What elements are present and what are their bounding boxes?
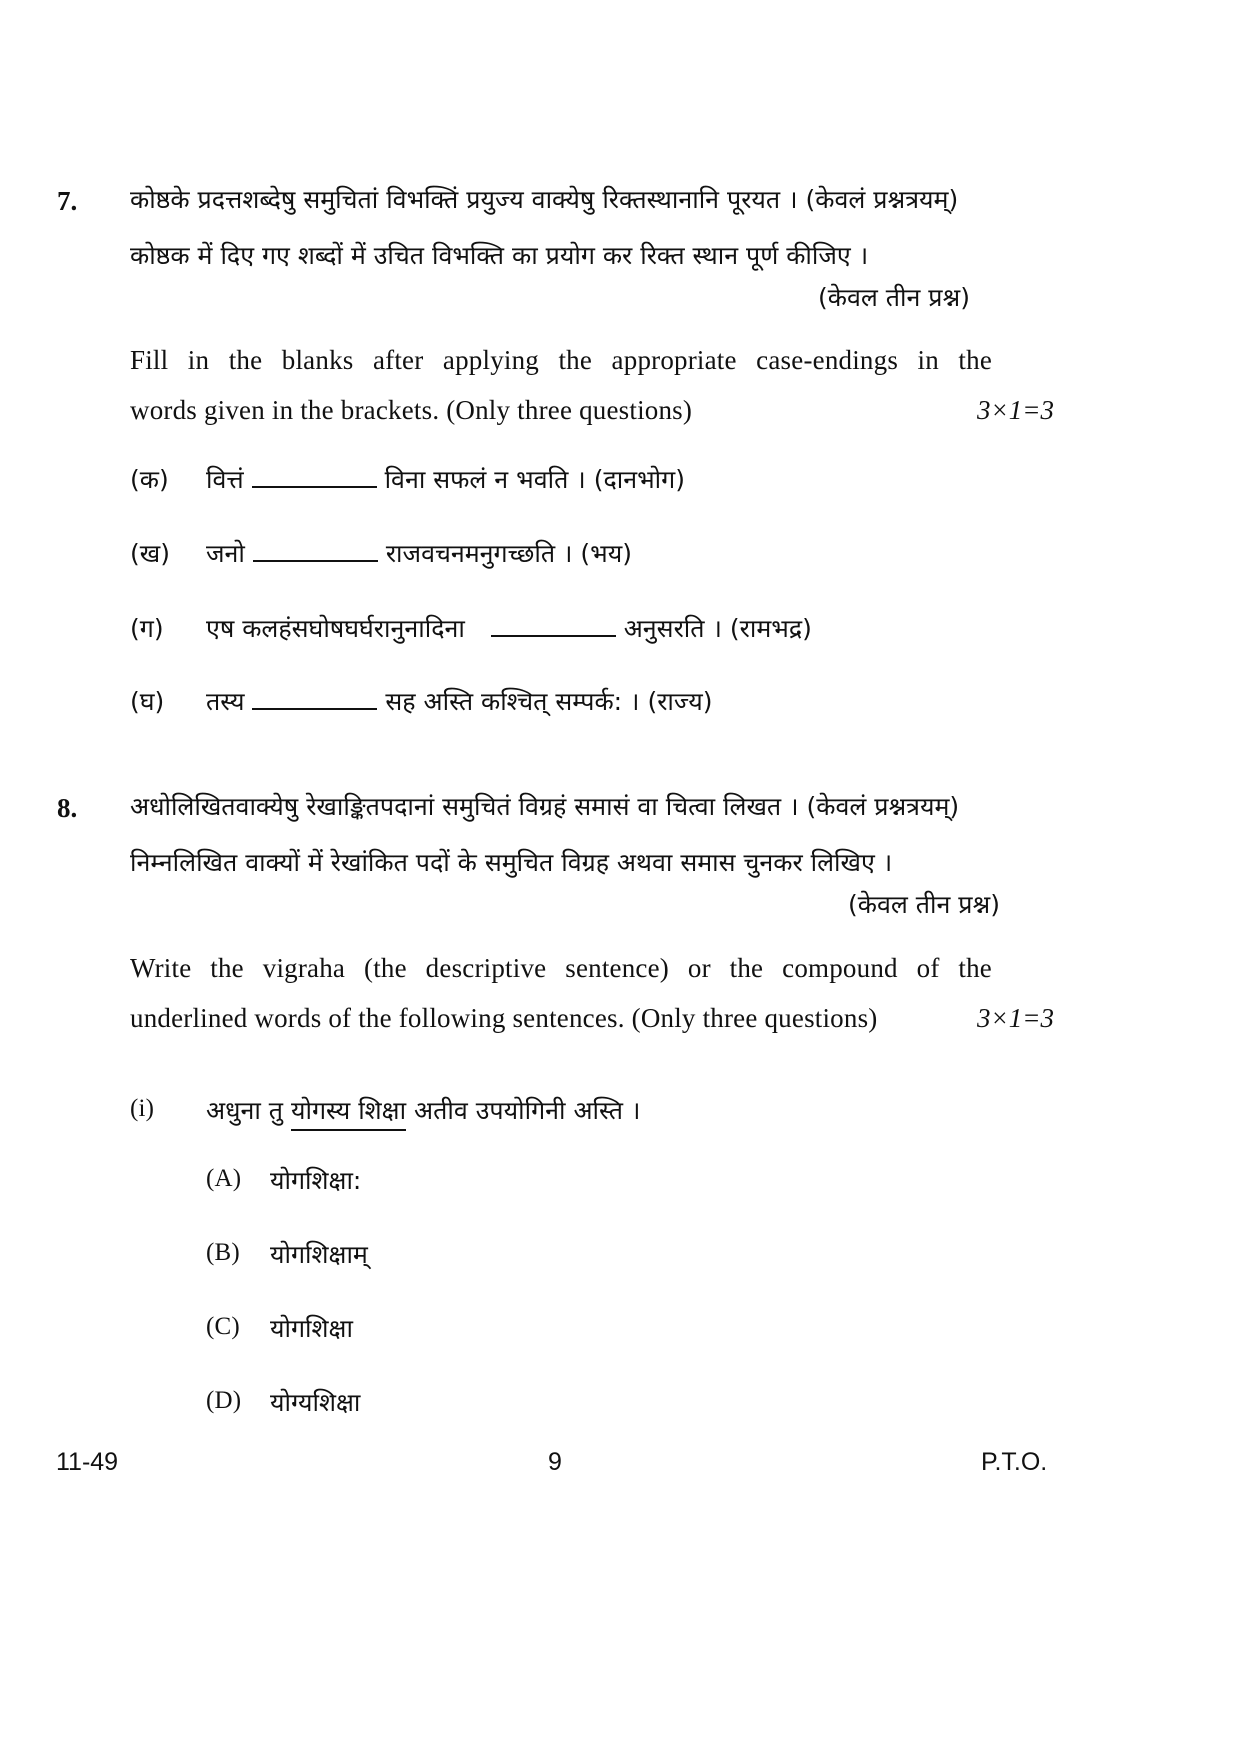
page-number: 9 <box>548 1448 562 1476</box>
q7-item-label: (क) <box>130 465 169 494</box>
q7-item <box>206 462 685 496</box>
q8-english-line2: underlined words of the following sentences. (Only three questions) <box>130 1003 878 1033</box>
option-d-label[interactable]: (D) <box>206 1387 242 1414</box>
q7-item <box>206 536 632 570</box>
q8-marks: 3×1=3 <box>977 1003 1054 1033</box>
pto-label: P.T.O. <box>981 1448 1048 1476</box>
q7-hindi-instruction: कोष्ठक में दिए गए शब्दों में उचित विभक्ति का प्रयोग कर रिक्त स्थान पूर्ण कीजिए । <box>130 241 869 270</box>
q7-english-line1: Fill in the blanks after applying the appropriate case-endings in the <box>130 345 992 375</box>
q8-subq-text-after: अतीव उपयोगिनी अस्ति । <box>414 1096 641 1125</box>
q8-subq-text-before: अधुना तु <box>206 1096 284 1125</box>
answer-blank[interactable] <box>253 538 378 562</box>
q8-subq-sentence <box>206 1093 640 1127</box>
option-c-text[interactable]: योगशिक्षा <box>270 1314 353 1343</box>
answer-blank[interactable] <box>252 464 377 488</box>
q7-item-text-before: वित्तं <box>206 465 244 494</box>
q7-item <box>206 611 812 645</box>
q7-item-text-before: तस्य <box>206 687 245 716</box>
q7-item-label: (ग) <box>130 614 164 643</box>
q7-item <box>206 684 712 718</box>
answer-blank[interactable] <box>491 613 616 637</box>
q7-item-text-after: विना सफलं न भवति । (दानभोग) <box>384 465 685 494</box>
q8-english-line1: Write the vigraha (the descriptive sentence) or the compound of the <box>130 953 992 983</box>
q7-item-label: (ख) <box>130 539 170 568</box>
q7-item-text-after: अनुसरति । (रामभद्र) <box>623 614 812 643</box>
q7-item-text-before: जनो <box>206 539 245 568</box>
q8-hindi-instruction: निम्नलिखित वाक्यों में रेखांकित पदों के समुचित विग्रह अथवा समास चुनकर लिखिए । <box>130 848 893 877</box>
q8-number: 8. <box>57 793 78 823</box>
q8-sanskrit-instruction: अधोलिखितवाक्येषु रेखाङ्कितपदानां समुचितं विग्रहं समासं वा चित्वा लिखत । (केवलं प्रश्नत्रयम्) <box>130 792 960 821</box>
paper-code: 11-49 <box>56 1448 119 1476</box>
q7-sanskrit-instruction: कोष्ठके प्रदत्तशब्देषु समुचितां विभक्तिं प्रयुज्य वाक्येषु रिक्तस्थानानि पूरयत । (केवलं प्रश्नत्रयम्) <box>130 185 959 214</box>
q8-subq-label: (i) <box>130 1095 155 1122</box>
option-b-label[interactable]: (B) <box>206 1239 240 1266</box>
option-b-text[interactable]: योगशिक्षाम् <box>270 1240 368 1269</box>
q7-marks: 3×1=3 <box>977 395 1054 425</box>
q7-english-line2: words given in the brackets. (Only three questions) <box>130 395 693 425</box>
q7-item-text-before: एष कलहंसघोषघर्घरानुनादिना <box>206 614 465 643</box>
q7-hindi-note: (केवल तीन प्रश्न) <box>818 283 970 312</box>
q7-number: 7. <box>57 186 78 216</box>
q7-item-label: (घ) <box>130 687 165 716</box>
option-c-label[interactable]: (C) <box>206 1313 240 1340</box>
q8-hindi-note: (केवल तीन प्रश्न) <box>848 890 1000 919</box>
q7-item-text-after: सह अस्ति कश्चित् सम्पर्क: । (राज्य) <box>385 687 713 716</box>
q7-item-text-after: राजवचनमनुगच्छति । (भय) <box>385 539 633 568</box>
answer-blank[interactable] <box>252 686 377 710</box>
option-a-text[interactable]: योगशिक्षा: <box>270 1166 362 1195</box>
option-a-label[interactable]: (A) <box>206 1165 242 1192</box>
option-d-text[interactable]: योग्यशिक्षा <box>270 1388 361 1417</box>
underlined-phrase: योगस्य शिक्षा <box>291 1096 406 1131</box>
